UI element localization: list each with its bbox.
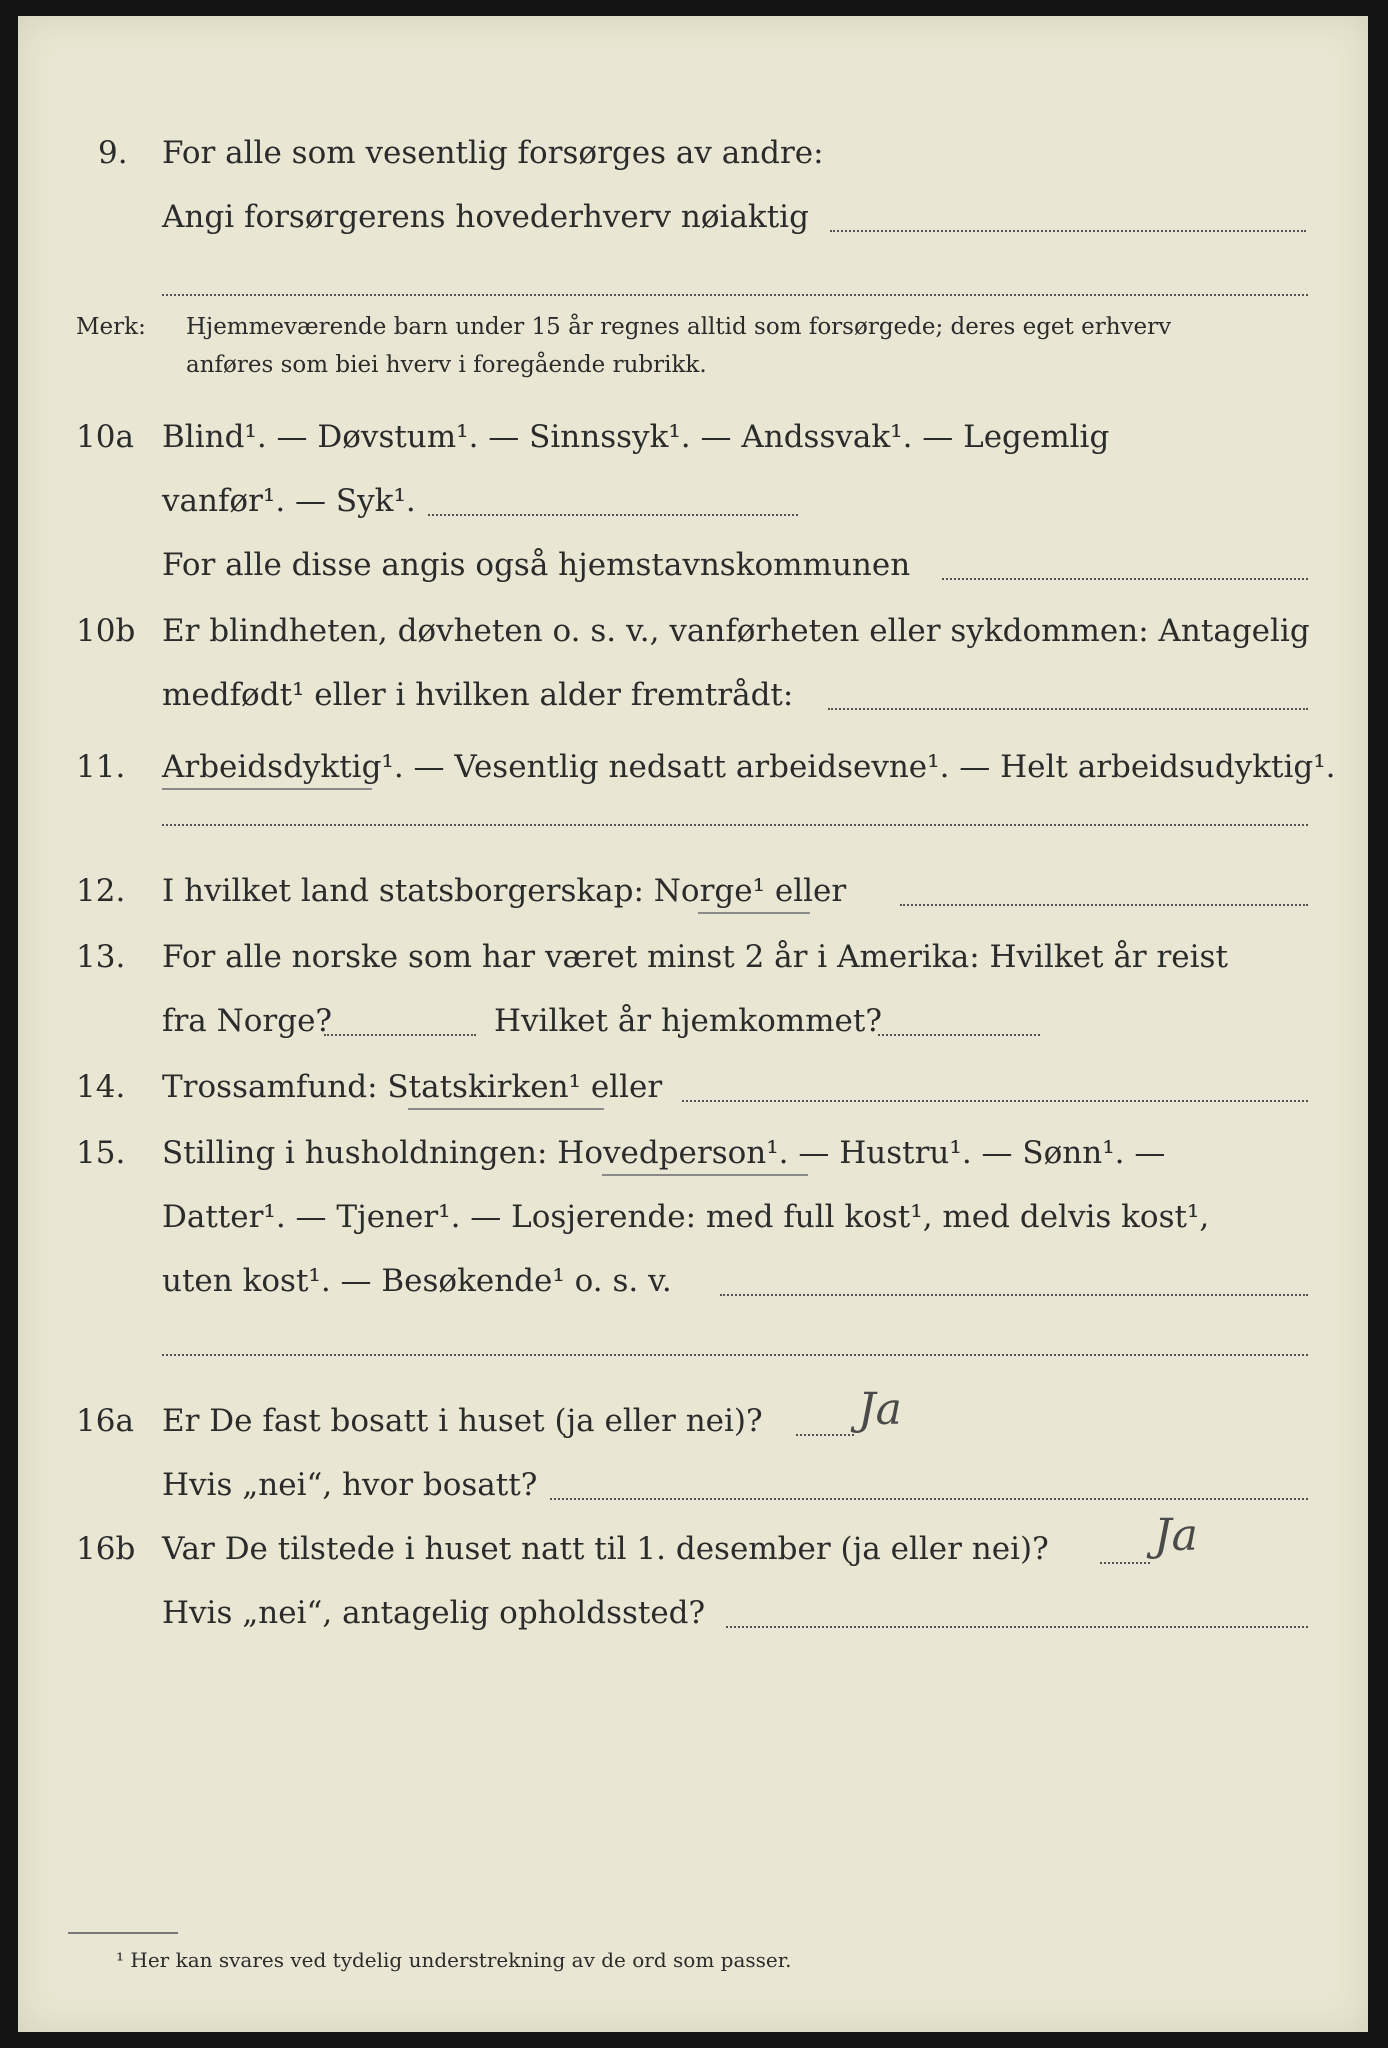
q15-underline-hovedperson <box>602 1174 808 1176</box>
q9-number: 9. <box>98 135 128 171</box>
q9-row2 <box>18 192 1368 242</box>
q10a-text-line2: vanfør¹. — Syk¹. <box>162 483 416 519</box>
q13-return-line <box>878 1034 1040 1036</box>
q16a-residence-line <box>550 1498 1308 1500</box>
q10b-number: 10b <box>76 613 136 649</box>
q16a-text-line1: Er De fast bosatt i huset (ja eller nei)? <box>162 1403 763 1439</box>
q16a-handwritten-answer: Ja <box>858 1384 902 1435</box>
q12-answer-line <box>900 904 1308 906</box>
q16b-row2 <box>18 1588 1368 1638</box>
q16a-row <box>18 1396 1368 1446</box>
q12-underline-norge <box>698 912 810 914</box>
census-form-page <box>18 16 1368 2032</box>
q16a-number: 16a <box>76 1403 134 1439</box>
q10a-text-line1: Blind¹. — Døvstum¹. — Sinnssyk¹. — Andssvak¹. — Legemlig <box>162 419 1110 455</box>
q10a-row <box>18 412 1368 462</box>
q11-underline-arbeidsdyktig <box>162 788 372 790</box>
q13-row <box>18 932 1368 982</box>
merk-line2: anføres som biei hverv i foregående rubrikk. <box>186 352 707 378</box>
q10b-text-line1: Er blindheten, døvheten o. s. v., vanførheten eller sykdommen: Antagelig <box>162 613 1310 649</box>
q14-row <box>18 1062 1368 1112</box>
q11-text-line1: Arbeidsdyktig¹. — Vesentlig nedsatt arbeidsevne¹. — Helt arbeidsudyktig¹. <box>162 749 1336 785</box>
q10b-row2 <box>18 670 1368 720</box>
q13-number: 13. <box>76 939 126 975</box>
q13-text-line2b: Hvilket år hjemkommet? <box>494 1003 882 1039</box>
q10a-hometown-line <box>942 578 1308 580</box>
merk-line1: Hjemmeværende barn under 15 år regnes alltid som forsørgede; deres eget erhverv <box>186 314 1172 340</box>
q13-text-line2a: fra Norge? <box>162 1003 333 1039</box>
q11-number: 11. <box>76 749 126 785</box>
q9-answer-line2 <box>162 294 1308 296</box>
merk-label: Merk: <box>76 314 146 340</box>
q15-text-line3: uten kost¹. — Besøkende¹ o. s. v. <box>162 1263 672 1299</box>
q15-row <box>18 1128 1368 1178</box>
q10b-row <box>18 606 1368 656</box>
q10b-text-line2: medfødt¹ eller i hvilken alder fremtrådt: <box>162 677 794 713</box>
q10a-row2 <box>18 476 1368 526</box>
q9-text-line1: For alle som vesentlig forsørges av andre: <box>162 135 824 171</box>
q10b-answer-line <box>828 708 1308 710</box>
q16b-number: 16b <box>76 1531 136 1567</box>
q14-underline-statskirken <box>408 1108 604 1110</box>
q16b-text-line1: Var De tilstede i huset natt til 1. desember (ja eller nei)? <box>162 1531 1049 1567</box>
footnote: ¹ Her kan svares ved tydelig understrekning av de ord som passer. <box>116 1948 792 1972</box>
q14-number: 14. <box>76 1069 126 1105</box>
q14-text-line1: Trossamfund: Statskirken¹ eller <box>162 1069 663 1105</box>
q15-answer-line <box>720 1294 1308 1296</box>
q16a-text-line2: Hvis „nei“, hvor bosatt? <box>162 1467 538 1503</box>
q15-row2 <box>18 1192 1368 1242</box>
q15-text-line1: Stilling i husholdningen: Hovedperson¹. — Hustru¹. — Sønn¹. — <box>162 1135 1166 1171</box>
q11-row <box>18 742 1368 792</box>
q16b-location-line <box>726 1626 1308 1628</box>
q16b-answer-line <box>1100 1562 1150 1564</box>
q16b-text-line2: Hvis „nei“, antagelig opholdssted? <box>162 1595 706 1631</box>
q15-row3 <box>18 1256 1368 1306</box>
q9-answer-line <box>830 230 1306 232</box>
q10a-number: 10a <box>76 419 134 455</box>
q16a-answer-line <box>796 1434 854 1436</box>
q13-text-line1: For alle norske som har været minst 2 år i Amerika: Hvilket år reist <box>162 939 1228 975</box>
q13-left-line <box>324 1034 476 1036</box>
q9-text-line2: Angi forsørgerens hovederhverv nøiaktig <box>162 199 809 235</box>
footnote-rule <box>68 1932 178 1934</box>
q10a-row3 <box>18 540 1368 590</box>
q15-text-line2: Datter¹. — Tjener¹. — Losjerende: med full kost¹, med delvis kost¹, <box>162 1199 1210 1235</box>
q9-row <box>18 128 1368 178</box>
q13-row2 <box>18 996 1368 1046</box>
q12-row <box>18 866 1368 916</box>
q10a-answer-line <box>428 514 798 516</box>
q15-answer-line2 <box>162 1354 1308 1356</box>
q12-number: 12. <box>76 873 126 909</box>
q11-answer-line <box>162 824 1308 826</box>
q16b-handwritten-answer: Ja <box>1154 1510 1198 1561</box>
q12-text-line1: I hvilket land statsborgerskap: Norge¹ eller <box>162 873 847 909</box>
q15-number: 15. <box>76 1135 126 1171</box>
q16a-row2 <box>18 1460 1368 1510</box>
q10a-text-line3: For alle disse angis også hjemstavnskommunen <box>162 547 911 583</box>
q14-answer-line <box>682 1100 1308 1102</box>
